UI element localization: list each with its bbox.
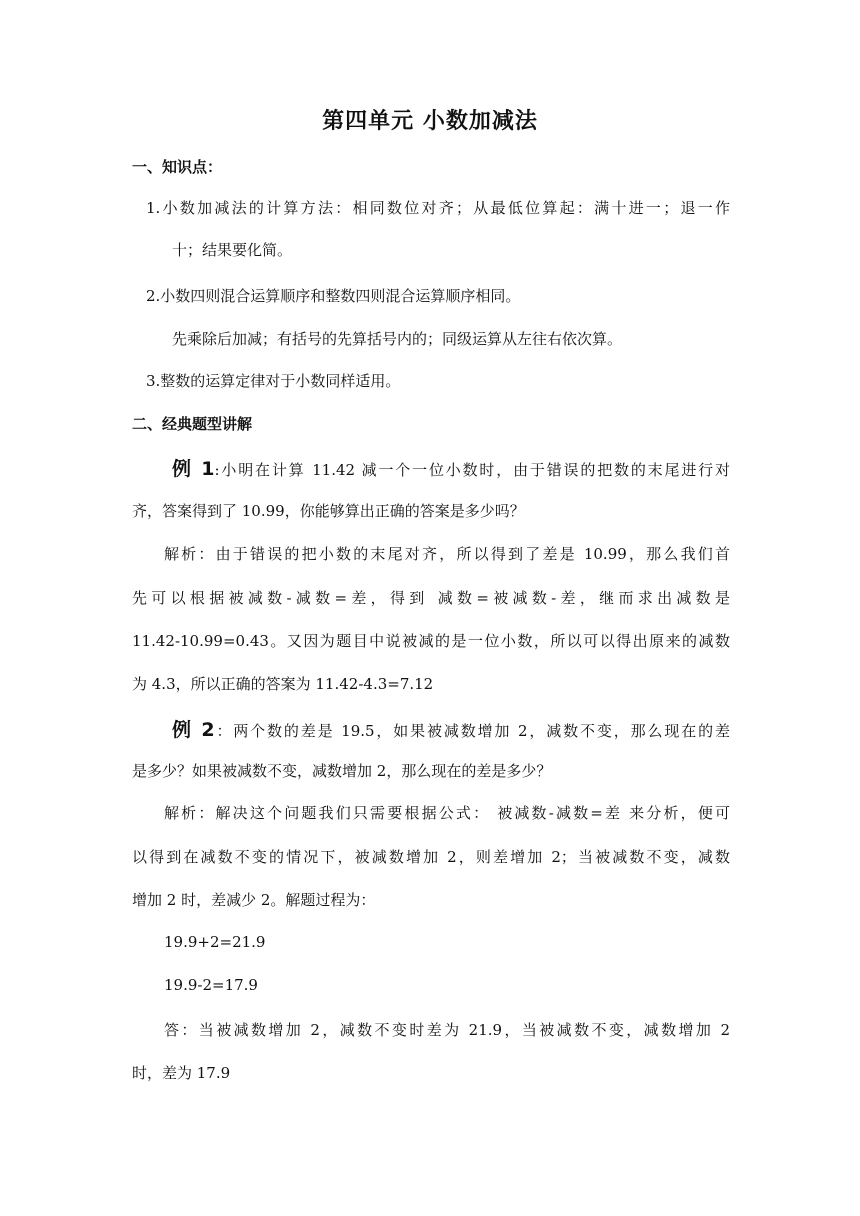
example-1-text: :小明在计算 11.42 减一个一位小数时，由于错误的把数的末尾进行对: [214, 461, 730, 479]
example-2-calc-1: 19.9+2=21.9: [164, 933, 266, 951]
knowledge-item-3: 3.整数的运算定律对于小数同样适用。: [146, 372, 401, 390]
example-1-label: 例 1: [172, 458, 215, 480]
example-1-analysis-line-3: 11.42-10.99=0.43。又因为题目中说被减的是一位小数，所以可以得出原来的减数: [132, 632, 730, 650]
example-1-question-line-1: [172, 454, 730, 481]
example-2-text: ：两个数的差是 19.5，如果被减数增加 2，减数不变，那么现在的差: [214, 722, 730, 740]
example-1-analysis-line-4: 为 4.3，所以正确的答案为 11.42-4.3=7.12: [132, 675, 434, 693]
knowledge-item-1-line-2: 十；结果要化简。: [172, 241, 293, 259]
example-2-answer-line-1: 答：当被减数增加 2，减数不变时差为 21.9，当被减数不变，减数增加 2: [164, 1021, 730, 1039]
knowledge-item-1-line-1: 1.小数加减法的计算方法：相同数位对齐；从最低位算起：满十进一；退一作: [146, 199, 730, 217]
example-1-analysis-line-1: 解析：由于错误的把小数的末尾对齐，所以得到了差是 10.99，那么我们首: [164, 545, 730, 563]
knowledge-item-2-line-2: 先乘除后加减；有括号的先算括号内的；同级运算从左往右依次算。: [172, 330, 623, 348]
page-title: 第四单元 小数加减法: [322, 108, 538, 134]
knowledge-item-2-line-1: 2.小数四则混合运算顺序和整数四则混合运算顺序相同。: [146, 287, 521, 305]
example-2-analysis-line-2: 以得到在减数不变的情况下，被减数增加 2，则差增加 2；当被减数不变，减数: [132, 848, 730, 866]
example-2-answer-line-2: 时，差为 17.9: [132, 1064, 231, 1082]
example-2-label: 例 2: [172, 719, 215, 741]
example-2-calc-2: 19.9-2=17.9: [164, 976, 258, 994]
example-2-question-line-2: 是多少？如果被减数不变，减数增加 2，那么现在的差是多少？: [132, 762, 552, 780]
section-heading-examples: 二、经典题型讲解: [132, 415, 253, 433]
section-heading-knowledge: 一、知识点：: [132, 158, 223, 176]
example-1-question-line-2: 齐，答案得到了 10.99，你能够算出正确的答案是多少吗？: [132, 502, 525, 520]
example-2-analysis-line-1: 解析：解决这个问题我们只需要根据公式： 被减数-减数=差 来分析，便可: [164, 804, 730, 822]
example-2-analysis-line-3: 增加 2 时，差减少 2。解题过程为：: [132, 891, 376, 909]
example-2-question-line-1: [172, 715, 730, 742]
example-1-analysis-line-2: 先可以根据被减数-减数=差，得到 减数=被减数-差，继而求出减数是: [132, 589, 730, 607]
